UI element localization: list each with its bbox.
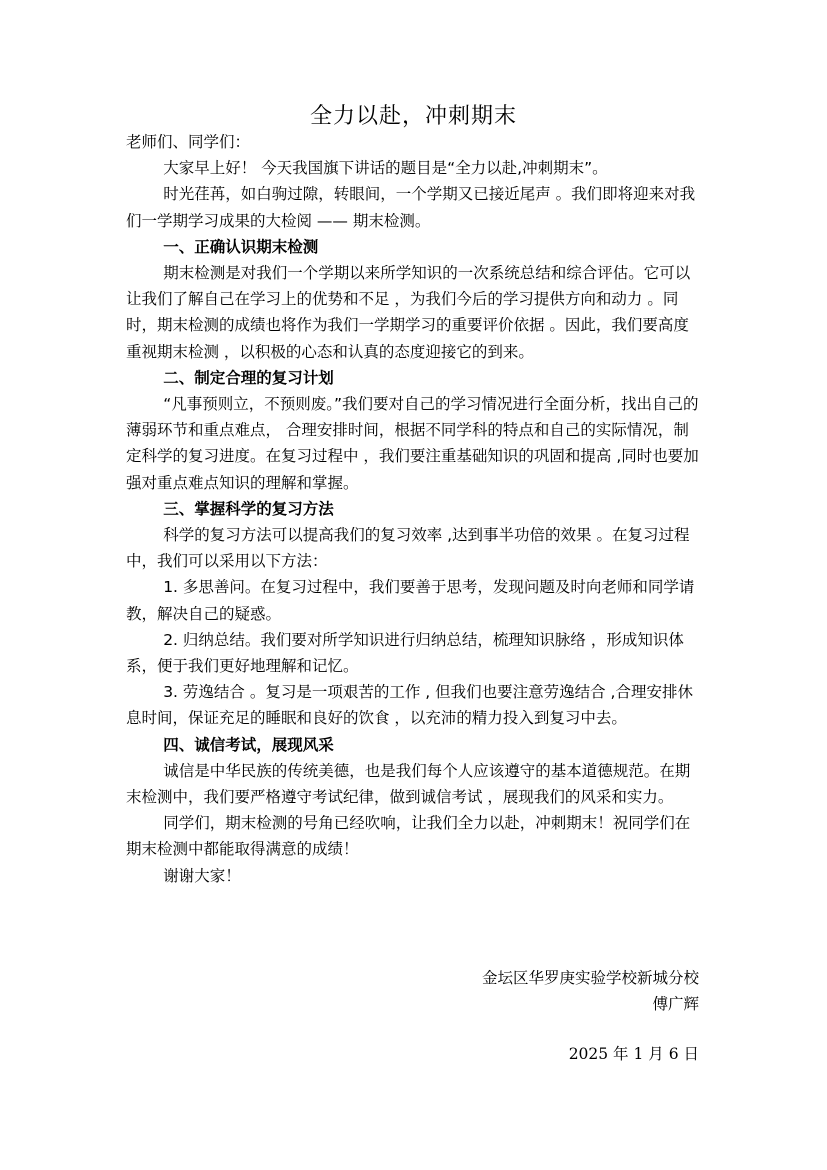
- paragraph-time-passing: 时光荏苒，如白驹过隙，转眼间，一个学期又已接近尾声 。我们即将迎来对我们一学期学习成果的大检阅 —— 期末检测。: [126, 185, 696, 230]
- method-item-2: 2. 归纳总结。我们要对所学知识进行归纳总结，梳理知识脉络 ，形成知识体系，便于我们更好地理解和记忆。: [126, 630, 684, 676]
- paragraph-opening: 大家早上好！ 今天我国旗下讲话的题目是“全力以赴,冲刺期末”。: [163, 159, 608, 178]
- paragraph-section-2: “凡事预则立，不预则废。”我们要对自己的学习情况进行全面分析，找出自己的薄弱环节和重点难点， 合理安排时间，根据不同学科的特点和自己的实际情况，制定科学的复习进度。在复习过程中 ，我们要注重基础知识的巩固和提高 ,同时也要加强对重点难点知识的理解和掌握。: [126, 395, 699, 492]
- method-item-3: 3. 劳逸结合 。复习是一项艰苦的工作 , 但我们也要注意劳逸结合 ,合理安排休息时间，保证充足的睡眠和良好的饮食 ，以充沛的精力投入到复习中去。: [126, 683, 693, 728]
- speech-body: [126, 129, 702, 889]
- signature-name: 傅广辉: [652, 995, 699, 1013]
- section-heading-2: 二、制定合理的复习计划: [163, 368, 334, 387]
- section-heading-4: 四、诚信考试，展现风采: [163, 735, 334, 754]
- greeting: 老师们、同学们：: [126, 133, 251, 151]
- section-heading-3: 三、掌握科学的复习方法: [163, 499, 334, 518]
- paragraph-section-3: 科学的复习方法可以提高我们的复习效率 ,达到事半功倍的效果 。在复习过程中，我们可以采用以下方法：: [126, 526, 690, 571]
- signature-date: 2025 年 1 月 6 日: [568, 1045, 699, 1063]
- paragraph-section-1: 期末检测是对我们一个学期以来所学知识的一次系统总结和综合评估。它可以让我们了解自己在学习上的优势和不足 ，为我们今后的学习提供方向和动力 。同时，期末检测的成绩也将作为我们一学期学习的重要评价依据 。因此，我们要高度重视期末检测 ，以积极的心态和认真的态度迎接它的到来。: [126, 264, 691, 361]
- paragraph-thanks: 谢谢大家！: [163, 866, 241, 885]
- section-heading-1: 一、正确认识期末检测: [163, 237, 319, 256]
- document-title: 全力以赴，冲刺期末: [309, 104, 517, 129]
- method-item-1: 1. 多思善问。在复习过程中，我们要善于思考，发现问题及时向老师和同学请教，解决自己的疑惑。: [126, 578, 695, 623]
- signature-school: 金坛区华罗庚实验学校新城分校: [481, 969, 699, 987]
- paragraph-section-4: 诚信是中华民族的传统美德，也是我们每个人应该遵守的基本道德规范。在期末检测中，我们要严格遵守考试纪律，做到诚信考试 ，展现我们的风采和实力。: [126, 761, 691, 807]
- paragraph-closing: 同学们，期末检测的号角已经吹响，让我们全力以赴，冲刺期末！祝同学们在期末检测中都能取得满意的成绩！: [126, 814, 691, 859]
